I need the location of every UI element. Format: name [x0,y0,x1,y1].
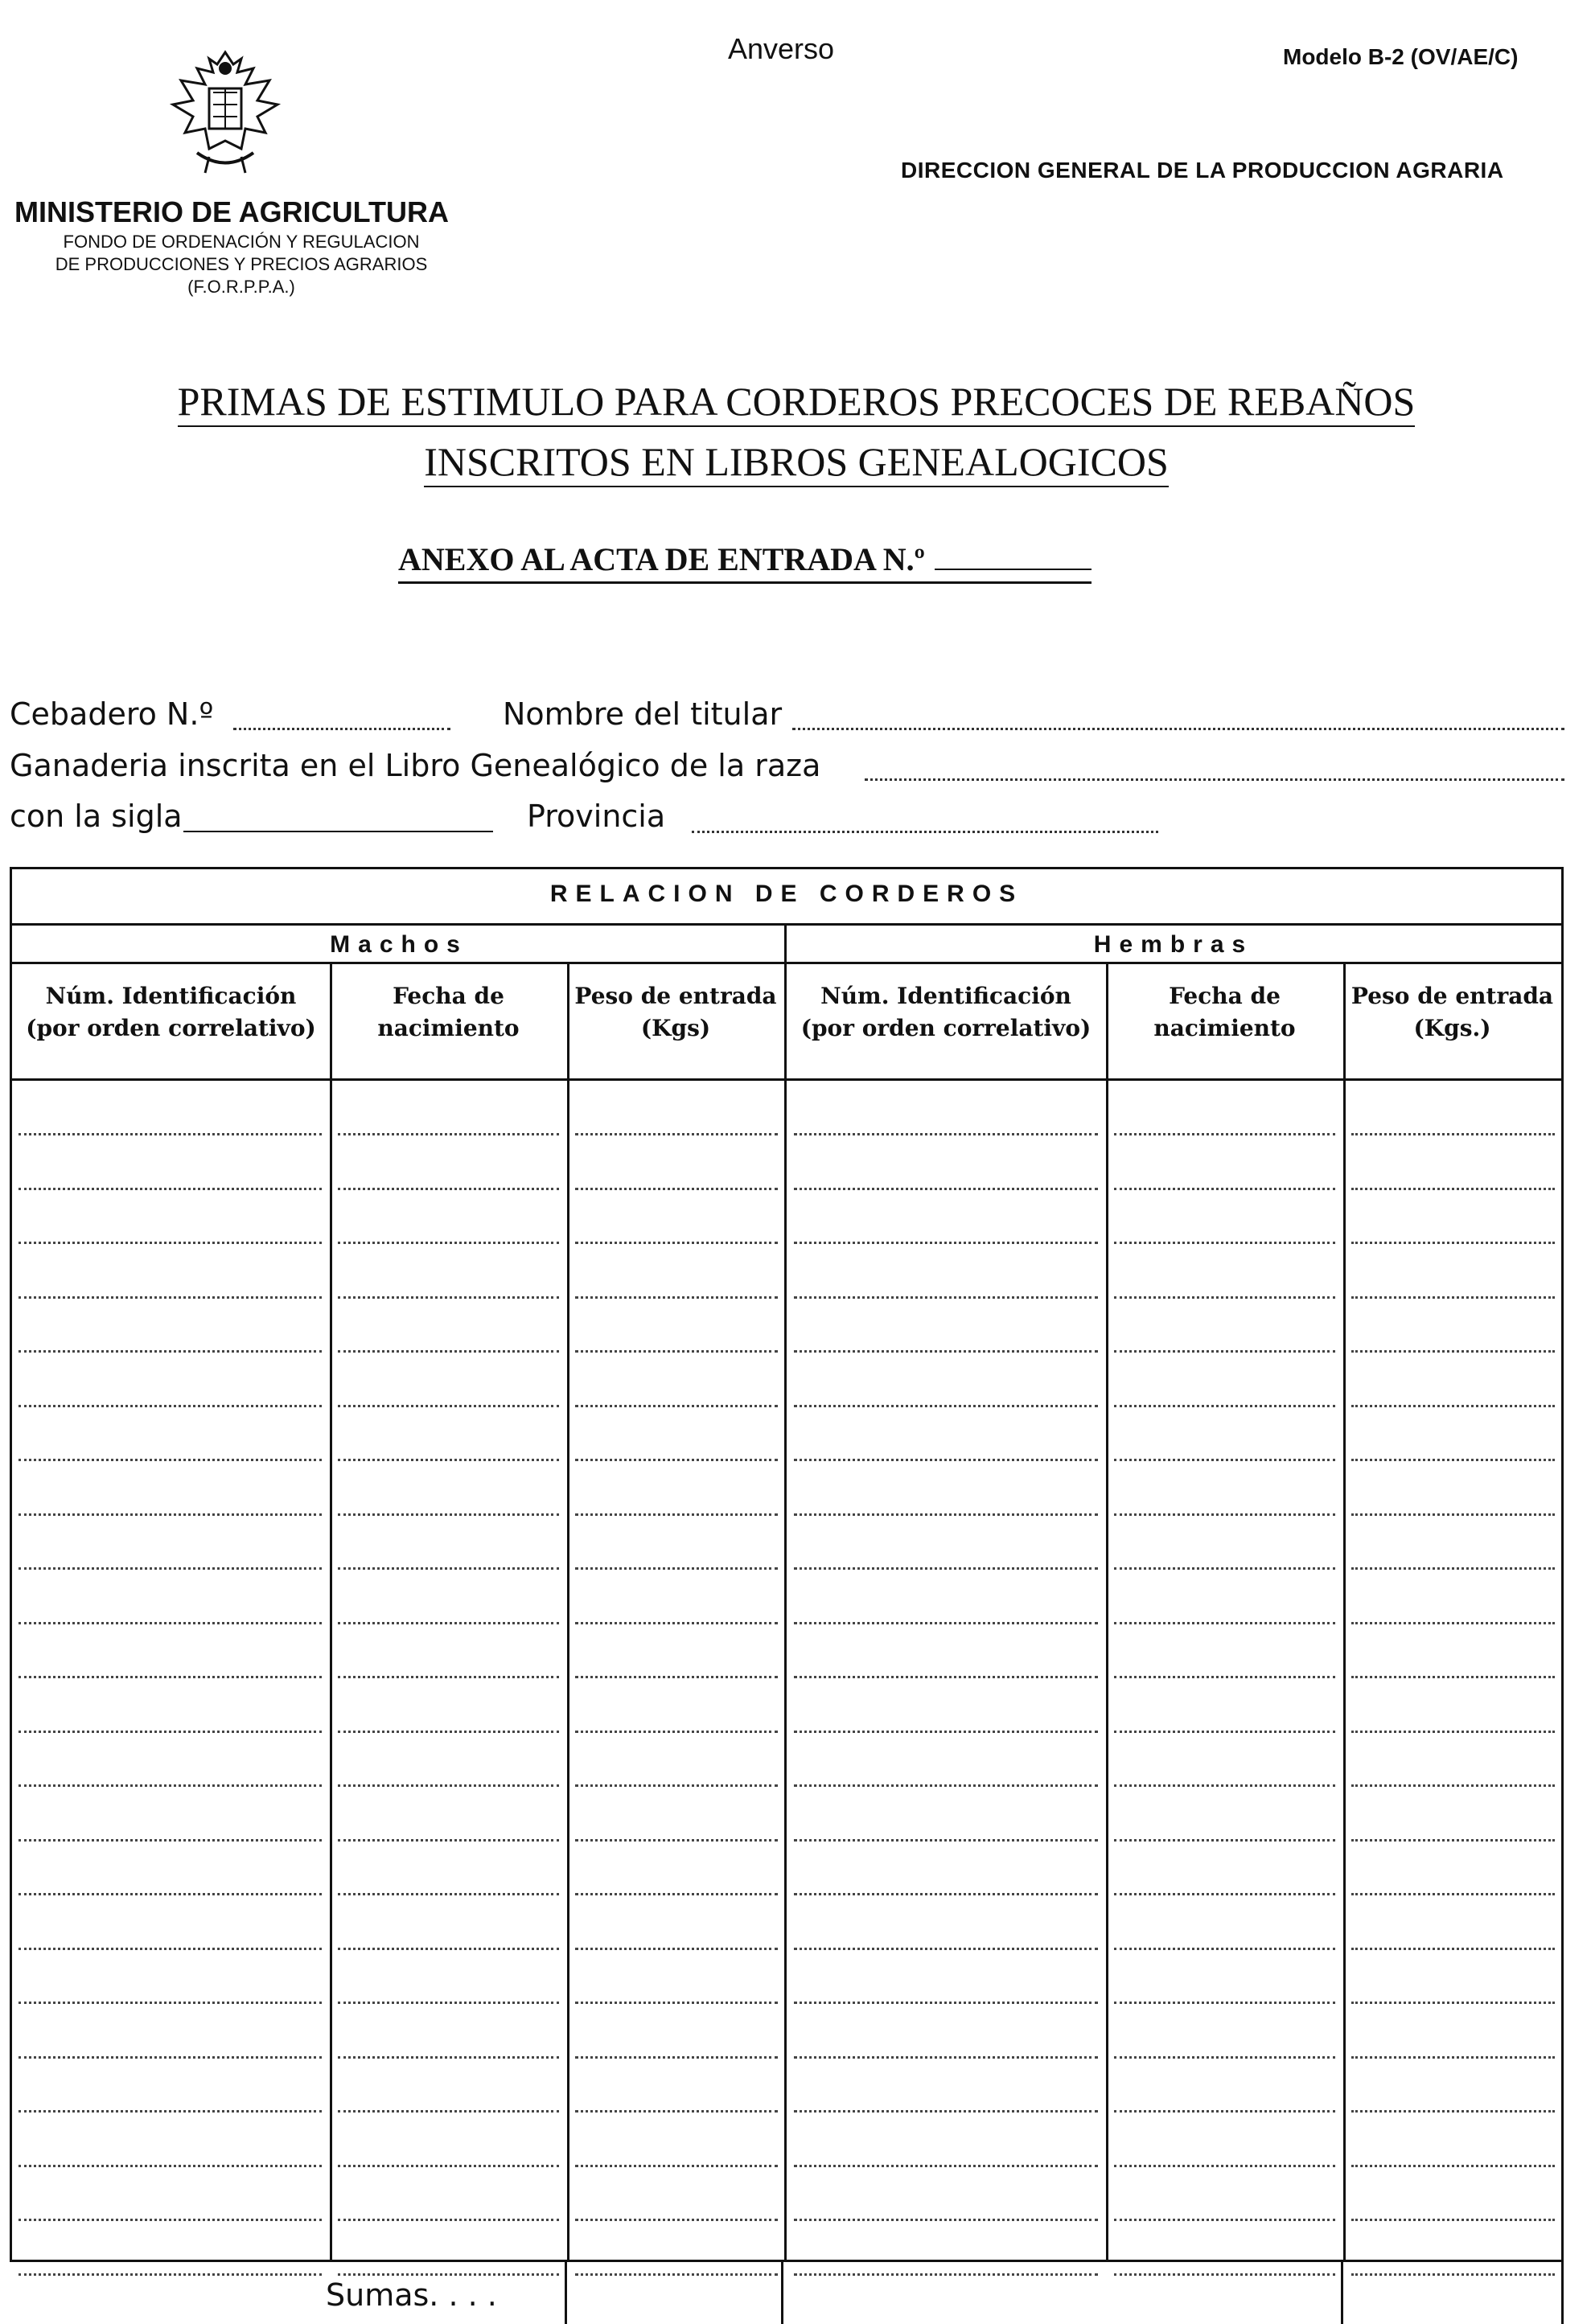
table-row-entry-field[interactable] [794,1839,1098,1842]
table-row-entry-field[interactable] [1351,1948,1555,1950]
table-row-entry-field[interactable] [1114,2056,1335,2059]
lambs-table [10,867,1564,2262]
table-row-entry-field[interactable] [338,1784,559,1787]
header-bottom-rule [12,1078,1561,1081]
table-row-entry-field[interactable] [338,1405,559,1407]
table-row-entry-field[interactable] [1351,1242,1555,1244]
column-header-female-birthdate [1106,964,1343,1143]
table-row-entry-field[interactable] [338,2002,559,2004]
table-row-entry-field[interactable] [18,1622,322,1624]
table-row-entry-field[interactable] [338,2273,559,2276]
table-row-entry-field[interactable] [338,2165,559,2167]
table-row-entry-field[interactable] [794,2165,1098,2167]
column-header-line-1: Fecha de [1169,983,1281,1009]
table-row-entry-field[interactable] [1114,1784,1335,1787]
column-divider [567,964,569,2260]
table-row-entry-field[interactable] [575,2219,778,2221]
ganaderia-label: Ganaderia inscrita en el Libro Genealógico de la raza [10,748,821,783]
sigla-field[interactable] [183,831,493,832]
table-row-entry-field[interactable] [18,1893,322,1895]
cebadero-label: Cebadero N.º [10,696,214,732]
table-row-entry-field[interactable] [18,2002,322,2004]
column-header-line-1: Fecha de [393,983,504,1009]
table-row-entry-field[interactable] [575,1350,778,1353]
table-row-entry-field[interactable] [1114,1296,1335,1299]
table-row-entry-field[interactable] [338,2056,559,2059]
table-row-entry-field[interactable] [338,1350,559,1353]
totals-label: Sumas. . . . [326,2277,497,2313]
table-row-entry-field[interactable] [1114,1133,1335,1135]
table-row-entry-field[interactable] [18,2219,322,2221]
column-divider [1106,964,1108,2260]
table-row-entry-field[interactable] [1351,1133,1555,1135]
coat-of-arms-emblem [165,44,286,181]
column-header-line-1: Peso de entrada [1350,983,1554,1009]
table-row-entry-field[interactable] [794,2219,1098,2221]
column-header-line-1: Peso de entrada [574,983,777,1009]
table-row-entry-field[interactable] [1114,1242,1335,1244]
column-header-male-weight [567,964,784,1143]
table-row-entry-field[interactable] [1351,1567,1555,1570]
table-row-entry-field[interactable] [18,1188,322,1190]
table-row-entry-field[interactable] [575,2165,778,2167]
table-row-entry-field[interactable] [338,1133,559,1135]
column-header-line-2: (por orden correlativo) [26,1015,316,1041]
table-row-entry-field[interactable] [338,1513,559,1516]
table-row-entry-field[interactable] [338,1731,559,1733]
form-title-line-2 [121,438,1472,485]
table-row-entry-field[interactable] [794,1296,1098,1299]
provincia-field[interactable] [692,831,1158,833]
table-row-entry-field[interactable] [1114,2002,1335,2004]
table-row-entry-field[interactable] [1351,2165,1555,2167]
table-row-entry-field[interactable] [18,1242,322,1244]
table-row-entry-field[interactable] [1114,2165,1335,2167]
table-row-entry-field[interactable] [575,1133,778,1135]
table-row-entry-field[interactable] [338,1622,559,1624]
table-row-entry-field[interactable] [18,1784,322,1787]
ministry-name: MINISTERIO DE AGRICULTURA [14,195,449,228]
table-row-entry-field[interactable] [575,1948,778,1950]
form-title-line-1 [121,378,1472,425]
table-row-entry-field[interactable] [575,2056,778,2059]
table-row-entry-field[interactable] [794,2110,1098,2113]
table-row-entry-field[interactable] [338,1459,559,1461]
table-row-entry-field[interactable] [18,1133,322,1135]
table-row-entry-field[interactable] [338,1567,559,1570]
form-title-line-1-text: PRIMAS DE ESTIMULO PARA CORDEROS PRECOCES DE REBAÑOS [178,379,1416,427]
table-row-entry-field[interactable] [575,1839,778,1842]
column-header-line-2: nacimiento [1153,1015,1296,1041]
table-row-entry-field[interactable] [18,1513,322,1516]
table-row-entry-field[interactable] [1351,1513,1555,1516]
table-row-entry-field[interactable] [1351,1188,1555,1190]
table-row-entry-field[interactable] [338,1839,559,1842]
table-row-entry-field[interactable] [575,1188,778,1190]
annex-number-field[interactable] [935,569,1092,570]
table-row-entry-field[interactable] [18,2110,322,2113]
table-row-entry-field[interactable] [794,1513,1098,1516]
table-row-entry-field[interactable] [794,1784,1098,1787]
table-row-entry-field[interactable] [1351,1731,1555,1733]
titular-label: Nombre del titular [503,696,783,732]
table-row-entry-field[interactable] [794,1948,1098,1950]
table-row-entry-field[interactable] [1114,1350,1335,1353]
fund-line-3: (F.O.R.P.P.A.) [187,277,295,297]
female-weight-total-field[interactable] [1341,2262,1564,2324]
table-row-entry-field[interactable] [1114,1459,1335,1461]
table-row-entry-field[interactable] [18,1296,322,1299]
direction-heading: DIRECCION GENERAL DE LA PRODUCCION AGRARIA [901,158,1504,183]
table-row-entry-field[interactable] [338,1188,559,1190]
table-row-entry-field[interactable] [1351,1622,1555,1624]
table-row-entry-field[interactable] [1351,1893,1555,1895]
table-row-entry-field[interactable] [18,1731,322,1733]
column-header-line-2: (Kgs.) [1413,1015,1491,1041]
table-row-entry-field[interactable] [575,1296,778,1299]
table-row-entry-field[interactable] [1114,1676,1335,1678]
males-group-heading: Machos [12,926,786,964]
side-label: Anverso [728,32,835,65]
table-row-entry-field[interactable] [18,1567,322,1570]
column-header-line-1: Núm. Identificación [45,983,297,1009]
column-header-line-2: nacimiento [377,1015,520,1041]
table-row-entry-field[interactable] [338,2110,559,2113]
table-row-entry-field[interactable] [1114,1839,1335,1842]
table-row-entry-field[interactable] [794,2056,1098,2059]
column-header-male-birthdate [330,964,567,1143]
table-row-entry-field[interactable] [575,1622,778,1624]
column-header-female-id [786,964,1106,1143]
ganaderia-field[interactable] [865,778,1564,781]
table-row-entry-field[interactable] [338,1242,559,1244]
table-row-entry-field[interactable] [575,1893,778,1895]
table-row-entry-field[interactable] [1351,1350,1555,1353]
females-group-heading: Hembras [786,926,1561,964]
table-row-entry-field[interactable] [1351,1405,1555,1407]
table-row-entry-field[interactable] [1114,1948,1335,1950]
male-weight-total-field[interactable] [565,2262,783,2324]
column-header-line-1: Núm. Identificación [820,983,1071,1009]
fund-line-2: DE PRODUCCIONES Y PRECIOS AGRARIOS [55,254,428,274]
table-row-entry-field[interactable] [338,2219,559,2221]
table-row-entry-field[interactable] [575,1567,778,1570]
table-row-entry-field[interactable] [1351,1784,1555,1787]
table-row-entry-field[interactable] [794,1133,1098,1135]
table-row-entry-field[interactable] [18,1676,322,1678]
table-row-entry-field[interactable] [18,1839,322,1842]
table-row-entry-field[interactable] [575,1242,778,1244]
table-row-entry-field[interactable] [794,1242,1098,1244]
table-row-entry-field[interactable] [18,1350,322,1353]
table-row-entry-field[interactable] [794,1405,1098,1407]
column-header-female-weight [1343,964,1561,1143]
table-row-entry-field[interactable] [1114,2110,1335,2113]
table-row-entry-field[interactable] [794,2273,1098,2276]
table-row-entry-field[interactable] [575,2110,778,2113]
table-row-entry-field[interactable] [575,2002,778,2004]
table-row-entry-field[interactable] [1114,1893,1335,1895]
table-row-entry-field[interactable] [1351,2056,1555,2059]
table-row-entry-field[interactable] [1351,1839,1555,1842]
annex-heading [398,540,1092,584]
table-row-entry-field[interactable] [338,1893,559,1895]
annex-heading-text: ANEXO AL ACTA DE ENTRADA N.º [398,541,925,577]
table-row-entry-field[interactable] [794,1188,1098,1190]
table-row-entry-field[interactable] [575,1405,778,1407]
form-title-line-2-text: INSCRITOS EN LIBROS GENEALOGICOS [424,439,1169,487]
table-row-entry-field[interactable] [575,1459,778,1461]
fund-line-1: FONDO DE ORDENACIÓN Y REGULACION [63,232,420,252]
table-row-entry-field[interactable] [338,1676,559,1678]
table-row-entry-field[interactable] [1351,2110,1555,2113]
table-row-entry-field[interactable] [18,2273,322,2276]
table-row-entry-field[interactable] [1351,1296,1555,1299]
table-row-entry-field[interactable] [338,1296,559,1299]
column-header-male-id [12,964,330,1143]
table-row-entry-field[interactable] [1351,1676,1555,1678]
table-row-entry-field[interactable] [18,2056,322,2059]
table-heading: RELACION DE CORDEROS [12,869,1561,926]
table-row-entry-field[interactable] [575,1731,778,1733]
table-row-entry-field[interactable] [338,1948,559,1950]
column-divider [330,964,332,2260]
table-row-entry-field[interactable] [1114,1405,1335,1407]
table-row-entry-field[interactable] [575,1676,778,1678]
table-row-entry-field[interactable] [794,1731,1098,1733]
table-row-entry-field[interactable] [1114,1731,1335,1733]
table-row-entry-field[interactable] [1114,2273,1335,2276]
table-row-entry-field[interactable] [18,2165,322,2167]
table-row-entry-field[interactable] [1114,1188,1335,1190]
table-row-entry-field[interactable] [1114,1622,1335,1624]
cebadero-field[interactable] [233,728,450,730]
table-row-entry-field[interactable] [1114,1567,1335,1570]
table-row-entry-field[interactable] [18,1459,322,1461]
sigla-label: con la sigla [10,799,183,834]
table-row-entry-field[interactable] [794,1893,1098,1895]
table-row-entry-field[interactable] [794,1622,1098,1624]
column-header-line-2: (Kgs) [640,1015,711,1041]
table-row-entry-field[interactable] [1351,2219,1555,2221]
table-row-entry-field[interactable] [1351,2002,1555,2004]
titular-field[interactable] [792,728,1564,730]
table-row-entry-field[interactable] [794,1350,1098,1353]
table-row-entry-field[interactable] [18,1405,322,1407]
table-row-entry-field[interactable] [1114,2219,1335,2221]
table-row-entry-field[interactable] [794,1676,1098,1678]
column-header-line-2: (por orden correlativo) [800,1015,1092,1041]
table-row-entry-field[interactable] [18,1948,322,1950]
table-row-entry-field[interactable] [1351,1459,1555,1461]
column-divider [1343,964,1346,2260]
table-row-entry-field[interactable] [794,2002,1098,2004]
provincia-label: Provincia [527,799,666,834]
table-row-entry-field[interactable] [1114,1513,1335,1516]
table-row-entry-field[interactable] [575,1513,778,1516]
table-row-entry-field[interactable] [575,1784,778,1787]
table-row-entry-field[interactable] [794,1459,1098,1461]
table-row-entry-field[interactable] [794,1567,1098,1570]
model-code: Modelo B-2 (OV/AE/C) [1283,44,1519,69]
fund-name [0,231,483,298]
